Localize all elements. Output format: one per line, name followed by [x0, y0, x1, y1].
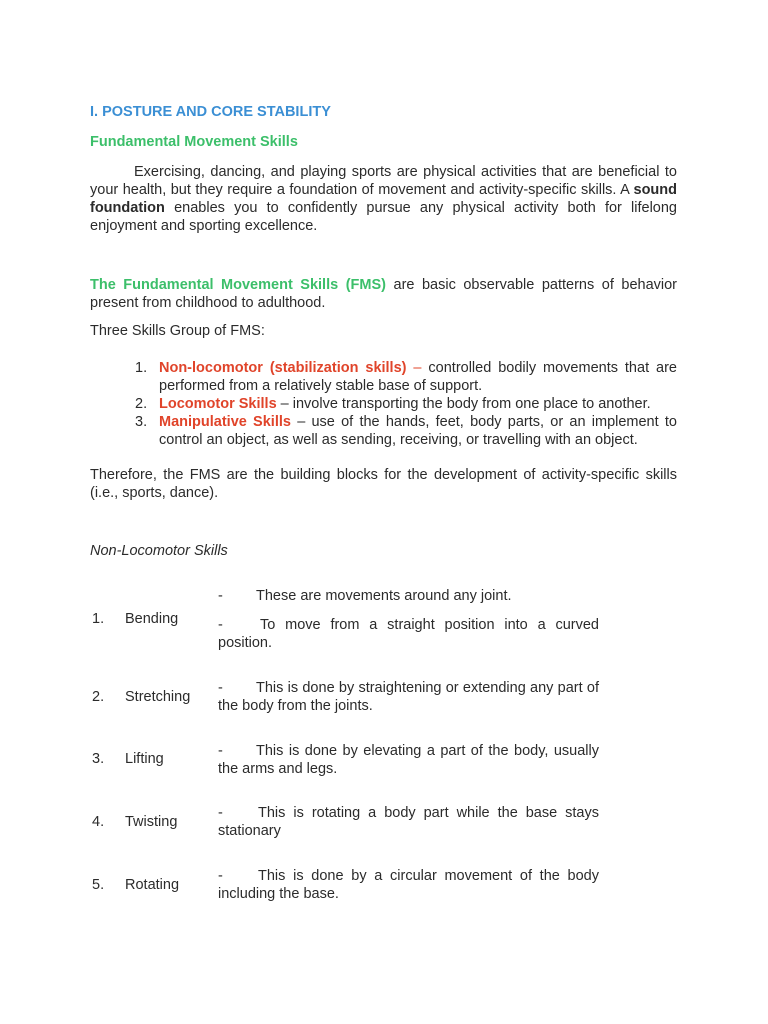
intro-text-1: Exercising, dancing, and playing sports are physical activities that are beneficial to your health, but they require a foundation of movement and activity-specific skills. A — [90, 164, 677, 198]
groups-heading: Three Skills Group of FMS: — [90, 323, 265, 339]
skill-desc-text: To move from a straight position into a curved position. — [218, 617, 599, 651]
group-desc: controlled bodily movements that are performed from a relatively stable base of support. — [159, 360, 677, 394]
dash: - — [218, 743, 223, 759]
fms-definition — [90, 276, 677, 312]
group-separator: – — [406, 360, 422, 376]
skill-name: Stretching — [125, 689, 191, 705]
dash: - — [218, 868, 223, 884]
section-subheading: Fundamental Movement Skills — [90, 134, 298, 150]
intro-text-2: enables you to confidently pursue any physical activity both for lifelong enjoyment and sporting excellence. — [90, 200, 677, 234]
skill-desc — [218, 587, 599, 605]
skill-name: Twisting — [125, 814, 178, 830]
skill-desc-text: This is done by elevating a part of the body, usually the arms and legs. — [218, 743, 599, 777]
skill-number: 4. — [92, 814, 105, 830]
group-desc: – involve transporting the body from one place to another. — [276, 396, 651, 412]
skill-desc — [218, 804, 599, 840]
list-item — [90, 413, 677, 449]
intro-paragraph — [90, 163, 677, 235]
list-item — [90, 395, 677, 413]
skill-name: Bending — [125, 611, 179, 627]
skill-desc-text: This is done by straightening or extending any part of the body from the joints. — [218, 680, 599, 714]
skill-number: 2. — [92, 689, 105, 705]
intro-bold: sound foundation — [90, 182, 677, 216]
skill-number: 3. — [92, 751, 105, 767]
nonlocomotor-heading: Non-Locomotor Skills — [90, 543, 228, 559]
skill-desc — [218, 616, 599, 652]
group-term: Locomotor Skills — [159, 396, 277, 412]
skill-desc — [218, 742, 599, 778]
dash: - — [218, 588, 223, 604]
dash: - — [218, 680, 223, 696]
dash: - — [218, 617, 223, 633]
skill-number: 5. — [92, 877, 105, 893]
skill-number: 1. — [92, 611, 105, 627]
skill-desc-text: This is done by a circular movement of the body including the base. — [218, 868, 599, 902]
skill-desc-text: These are movements around any joint. — [256, 588, 512, 604]
group-desc: – use of the hands, feet, body parts, or an implement to control an object, as well as sending, receiving, or travelling with an object. — [159, 414, 677, 448]
list-number: 3. — [135, 414, 148, 430]
skill-desc — [218, 679, 599, 715]
skill-desc-text: This is rotating a body part while the base stays stationary — [218, 805, 599, 839]
fms-groups-list — [90, 359, 677, 449]
fms-term: The Fundamental Movement Skills (FMS) — [90, 277, 386, 293]
group-term: Non-locomotor (stabilization skills) — [159, 360, 407, 376]
conclusion-paragraph: Therefore, the FMS are the building blocks for the development of activity-specific skills (i.e., sports, dance). — [90, 467, 677, 501]
fms-rest: are basic observable patterns of behavior present from childhood to adulthood. — [90, 277, 677, 311]
skill-name: Rotating — [125, 877, 180, 893]
skill-name: Lifting — [125, 751, 164, 767]
dash: - — [218, 805, 223, 821]
list-number: 1. — [135, 360, 148, 376]
list-number: 2. — [135, 396, 148, 412]
group-term: Manipulative Skills — [159, 414, 291, 430]
skill-desc — [218, 867, 599, 903]
list-item — [90, 359, 677, 395]
section-heading: I. POSTURE AND CORE STABILITY — [90, 104, 331, 120]
